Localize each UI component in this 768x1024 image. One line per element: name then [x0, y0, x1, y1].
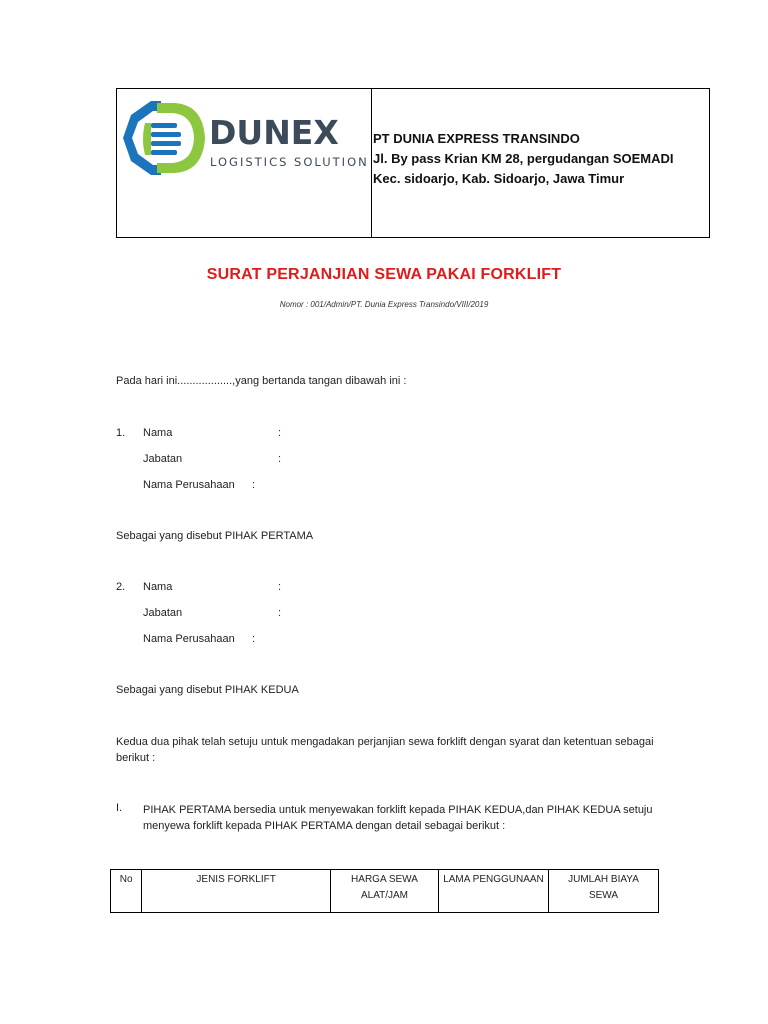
col-header-no: No — [111, 870, 142, 913]
table-header-row — [111, 870, 659, 913]
party2-company-label: Nama Perusahaan — [143, 633, 235, 645]
party2-designation: Sebagai yang disebut PIHAK KEDUA — [116, 684, 299, 696]
party2-number: 2. — [116, 581, 126, 593]
dunex-logo — [117, 93, 367, 183]
letterhead-box — [116, 88, 710, 238]
col-header-hourly-rate: HARGA SEWA ALAT/JAM — [331, 870, 439, 913]
document-number: Nomor : 001/Admin/PT. Dunia Express Transindo/VIII/2019 — [279, 300, 489, 309]
clause1-text: PIHAK PERTAMA bersedia untuk menyewakan forklift kepada PIHAK KEDUA,dan PIHAK KEDUA setuju menyewa forklift kepada PIHAK PERTAMA dengan detail sebagai berikut : — [143, 804, 653, 832]
company-name: PT DUNIA EXPRESS TRANSINDO — [373, 131, 580, 146]
company-address-line2: Kec. sidoarjo, Kab. Sidoarjo, Jawa Timur — [373, 171, 625, 186]
opening-statement: Pada hari ini..................,yang bertanda tangan dibawah ini : — [116, 375, 407, 387]
party2-name-label: Nama — [143, 581, 173, 593]
party2-position-label: Jabatan — [143, 607, 183, 619]
col-header-forklift-type: JENIS FORKLIFT — [142, 870, 331, 913]
party1-position-label: Jabatan — [143, 453, 183, 465]
dunex-emblem-icon — [117, 93, 217, 183]
col-header-total-cost: JUMLAH BIAYA SEWA — [548, 870, 658, 913]
agreement-intro: Kedua dua pihak telah setuju untuk mengadakan perjanjian sewa forklift dengan syarat dan ketentuan sebagai berikut : — [116, 736, 654, 764]
clause1-number: I. — [116, 802, 123, 814]
party1-number: 1. — [116, 427, 126, 439]
party1-designation: Sebagai yang disebut PIHAK PERTAMA — [116, 530, 314, 542]
party2-company-colon: : — [252, 633, 256, 645]
party1-position-colon: : — [278, 453, 282, 465]
rental-detail-table — [110, 869, 659, 913]
party2-position-colon: : — [278, 607, 282, 619]
col-header-usage-duration: LAMA PENGGUNAAN — [438, 870, 548, 913]
logo-tagline: LOGISTICS SOLUTION — [210, 155, 369, 169]
party1-name-colon: : — [278, 427, 282, 439]
letterhead-divider — [371, 89, 372, 237]
logo-wordmark: DUNEX — [209, 113, 339, 152]
company-info — [373, 129, 713, 189]
company-address-line1: Jl. By pass Krian KM 28, pergudangan SOEMADI — [373, 151, 674, 166]
party1-company-colon: : — [252, 479, 256, 491]
party2-name-colon: : — [278, 581, 282, 593]
document-title: SURAT PERJANJIAN SEWA PAKAI FORKLIFT — [206, 266, 562, 283]
party1-company-label: Nama Perusahaan — [143, 479, 235, 491]
party1-name-label: Nama — [143, 427, 173, 439]
